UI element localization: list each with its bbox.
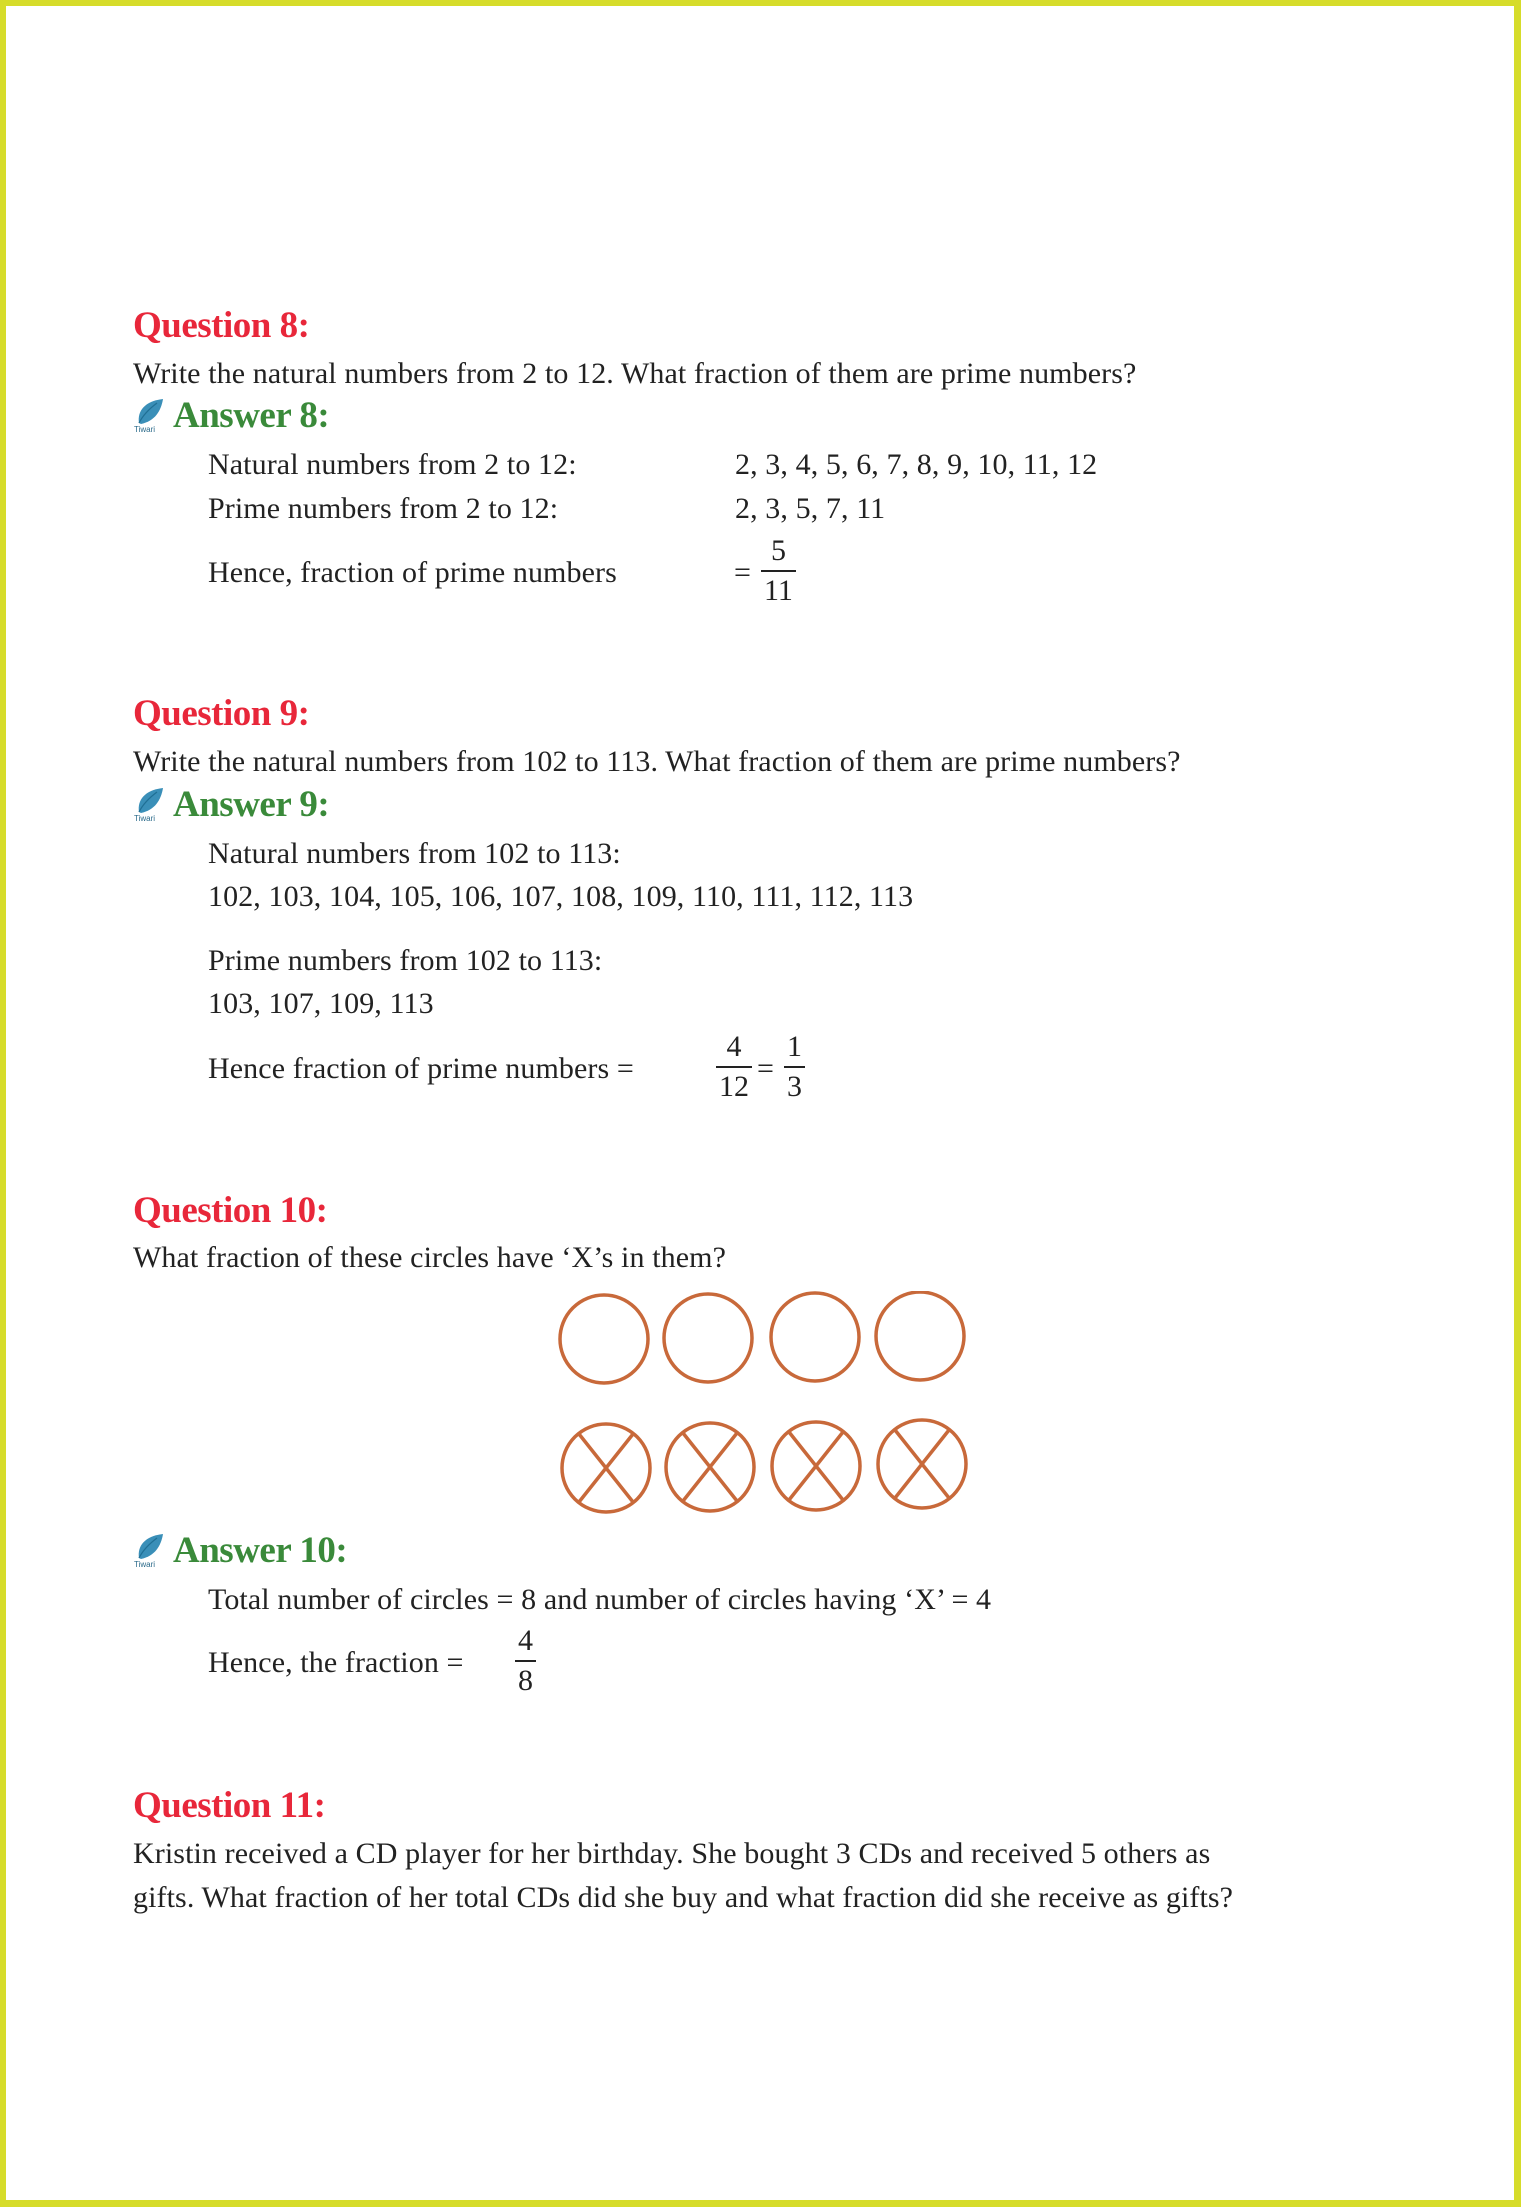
fraction-4-8 [515, 1624, 536, 1698]
document-page [6, 6, 1514, 2200]
question-8-text: Write the natural numbers from 2 to 12. What fraction of them are prime numbers? [133, 357, 1137, 390]
fraction-label: Hence, the fraction = [208, 1646, 464, 1679]
natural-numbers-label: Natural numbers from 102 to 113: [208, 837, 621, 870]
numerator: 1 [787, 1030, 802, 1063]
x-circle-icon [878, 1420, 966, 1508]
question-11-text-line-2: gifts. What fraction of her total CDs did she buy and what fraction did she receive as gifts? [133, 1881, 1234, 1914]
leaf-logo-icon [133, 1532, 167, 1568]
prime-numbers-label: Prime numbers from 102 to 113: [208, 944, 603, 977]
question-11-text-line-1: Kristin received a CD player for her birthday. She bought 3 CDs and received 5 others as [133, 1837, 1211, 1870]
answer-9-heading: Answer 9: [173, 784, 330, 825]
natural-numbers-value: 2, 3, 4, 5, 6, 7, 8, 9, 10, 11, 12 [735, 448, 1098, 481]
fraction-4-12 [716, 1030, 752, 1104]
x-circle-icon [666, 1423, 754, 1511]
fraction-label: Hence fraction of prime numbers = [208, 1052, 634, 1085]
denominator: 3 [787, 1070, 802, 1103]
fraction-1-3 [784, 1030, 805, 1104]
answer-10-heading: Answer 10: [173, 1530, 348, 1571]
leaf-logo-icon [133, 786, 167, 822]
natural-numbers-label: Natural numbers from 2 to 12: [208, 448, 577, 481]
denominator: 12 [719, 1070, 749, 1103]
leaf-logo-icon [133, 397, 167, 433]
fraction-label: Hence, fraction of prime numbers [208, 556, 617, 589]
x-circle-icon [562, 1424, 650, 1512]
natural-numbers-value: 102, 103, 104, 105, 106, 107, 108, 109, 110, 111, 112, 113 [208, 880, 914, 913]
fraction-5-11 [761, 534, 796, 608]
question-9-text: Write the natural numbers from 102 to 113. What fraction of them are prime numbers? [133, 745, 1181, 778]
denominator: 8 [518, 1664, 533, 1697]
prime-numbers-value: 2, 3, 5, 7, 11 [735, 492, 886, 525]
x-circle-icon [772, 1422, 860, 1510]
empty-circle-icon [771, 1293, 859, 1381]
numerator: 4 [726, 1030, 742, 1063]
equals-sign: = [757, 1052, 774, 1085]
prime-numbers-label: Prime numbers from 2 to 12: [208, 492, 559, 525]
numerator: 4 [518, 1624, 533, 1657]
equals-sign: = [734, 556, 751, 589]
svg-text:Tiwari: Tiwari [134, 1560, 156, 1568]
prime-numbers-value: 103, 107, 109, 113 [208, 987, 434, 1020]
fraction-bar [761, 570, 796, 572]
fraction-bar [716, 1066, 752, 1068]
question-8-heading: Question 8: [133, 305, 310, 346]
question-10-text: What fraction of these circles have ‘X’s in them? [133, 1241, 726, 1274]
answer-8-heading: Answer 8: [173, 395, 330, 436]
denominator: 11 [764, 574, 793, 607]
numerator: 5 [770, 534, 786, 567]
circles-figure [558, 1291, 978, 1521]
svg-text:Tiwari: Tiwari [134, 814, 156, 822]
question-11-heading: Question 11: [133, 1785, 326, 1826]
empty-circle-icon [664, 1294, 752, 1382]
fraction-bar [515, 1660, 536, 1662]
question-10-heading: Question 10: [133, 1190, 328, 1231]
svg-text:Tiwari: Tiwari [134, 425, 156, 433]
empty-circle-icon [560, 1295, 648, 1383]
answer-10-line: Total number of circles = 8 and number of circles having ‘X’ = 4 [208, 1583, 992, 1616]
empty-circle-icon [876, 1292, 964, 1380]
question-9-heading: Question 9: [133, 693, 310, 734]
fraction-bar [784, 1066, 805, 1068]
